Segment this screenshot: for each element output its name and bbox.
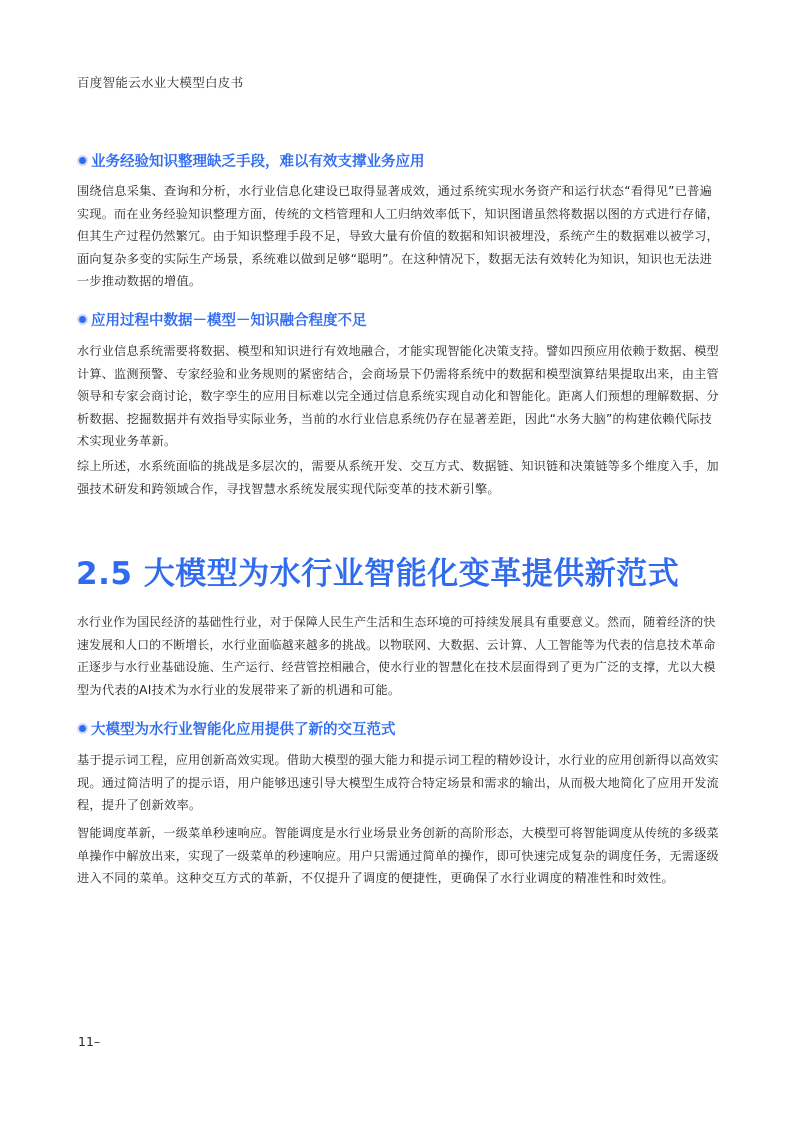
paragraph-line: 程，提升了创新效率。: [77, 798, 202, 812]
paragraph-line: 析数据、挖掘数据并有效指导实际业务，当前的水行业信息系统仍存在显著差距，因此“水务大脑”的构建依赖代际技: [77, 411, 713, 426]
bullet-dot-icon: [79, 316, 86, 323]
bullet-dot-icon: [79, 725, 86, 732]
paragraph-summary: [77, 455, 719, 500]
paragraph-line: 领导和专家会商讨论，数字孪生的应用目标难以完全通过信息系统实现自动化和智能化。距离人们预想的理解数据、分: [77, 389, 719, 403]
bullet-dot-icon: [79, 157, 86, 164]
section-heading-fusion: [77, 309, 367, 330]
paragraph-line: 综上所述，水系统面临的挑战是多层次的，需要从系统开发、交互方式、数据链、知识链和决策链等多个维度入手，加: [77, 459, 719, 473]
paragraph-line: 计算、监测预警、专家经验和业务规则的紧密结合，会商场景下仍需将系统中的数据和模型演算结果提取出来，由主管: [77, 366, 719, 381]
section-heading-text: 大模型为水行业智能化应用提供了新的交互范式: [91, 722, 396, 738]
section-heading-text: 应用过程中数据－模型－知识融合程度不足: [91, 313, 367, 329]
page-number: 11–: [78, 1034, 101, 1049]
paragraph-smart-dispatch: [77, 822, 719, 890]
paragraph-chapter-intro: [77, 611, 719, 701]
paragraph-line: 一步推动数据的增值。: [77, 274, 202, 288]
running-header: 百度智能云水业大模型白皮书: [77, 75, 244, 90]
paragraph-line: 术实现业务革新。: [77, 434, 177, 448]
paragraph-line: 面向复杂多变的实际生产场景，系统难以做到足够“聪明”。在这种情况下，数据无法有效转化为知识，知识也无法进: [77, 251, 713, 266]
section-heading-text: 业务经验知识整理缺乏手段，难以有效支撑业务应用: [91, 154, 425, 170]
paragraph-line: 但其生产过程仍然繁冗。由于知识整理手段不足，导致大量有价值的数据和知识被埋没，系统产生的数据难以被学习，: [77, 229, 719, 243]
paragraph-fusion: [77, 340, 719, 453]
paragraph-line: 强技术研发和跨领域合作，寻找智慧水系统发展实现代际变革的技术新引擎。: [77, 481, 500, 496]
paragraph-line: 型为代表的AI技术为水行业的发展带来了新的机遇和可能。: [77, 682, 401, 697]
paragraph-line: 基于提示词工程，应用创新高效实现。借助大模型的强大能力和提示词工程的精妙设计，水行业的应用创新得以高效实: [77, 753, 719, 767]
paragraph-line: 实现。而在业务经验知识整理方面，传统的文档管理和人工归纳效率低下，知识图谱虽然将数据以图的方式进行存储，: [77, 206, 719, 221]
paragraph-line: 进入不同的菜单。这种交互方式的革新，不仅提升了调度的便捷性，更确保了水行业调度的精准性和时效性。: [77, 871, 674, 885]
paragraph-line: 智能调度革新，一级菜单秒速响应。智能调度是水行业场景业务创新的高阶形态，大模型可将智能调度从传统的多级菜: [77, 826, 719, 840]
section-heading-knowledge: [77, 150, 425, 171]
paragraph-line: 围绕信息采集、查询和分析，水行业信息化建设已取得显著成效，通过系统实现水务资产和运行状态“看得见”已普遍: [77, 184, 713, 198]
paragraph-line: 单操作中解放出来，实现了一级菜单的秒速响应。用户只需通过简单的操作，即可快速完成复杂的调度任务，无需逐级: [77, 848, 719, 863]
paragraph-line: 水行业作为国民经济的基础性行业，对于保障人民生产生活和生态环境的可持续发展具有重要意义。然而，随着经济的快: [77, 615, 716, 629]
section-heading-interaction: [77, 718, 396, 739]
chapter-title: 2.5 大模型为水行业智能化变革提供新范式: [76, 556, 680, 592]
paragraph-line: 现。通过简洁明了的提示语，用户能够迅速引导大模型生成符合特定场景和需求的输出，从而极大地简化了应用开发流: [77, 775, 719, 790]
paragraph-knowledge: [77, 180, 719, 293]
paragraph-line: 正逐步与水行业基础设施、生产运行、经营管控相融合，使水行业的智慧化在技术层面得到了更为广泛的支撑，尤以大模: [77, 660, 716, 674]
paragraph-prompt-engineering: [77, 749, 719, 817]
paragraph-line: 水行业信息系统需要将数据、模型和知识进行有效地融合，才能实现智能化决策支持。譬如四预应用依赖于数据、模型: [77, 344, 719, 358]
paragraph-line: 速发展和人口的不断增长，水行业面临越来越多的挑战。以物联网、大数据、云计算、人工智能等为代表的信息技术革命: [77, 637, 716, 652]
